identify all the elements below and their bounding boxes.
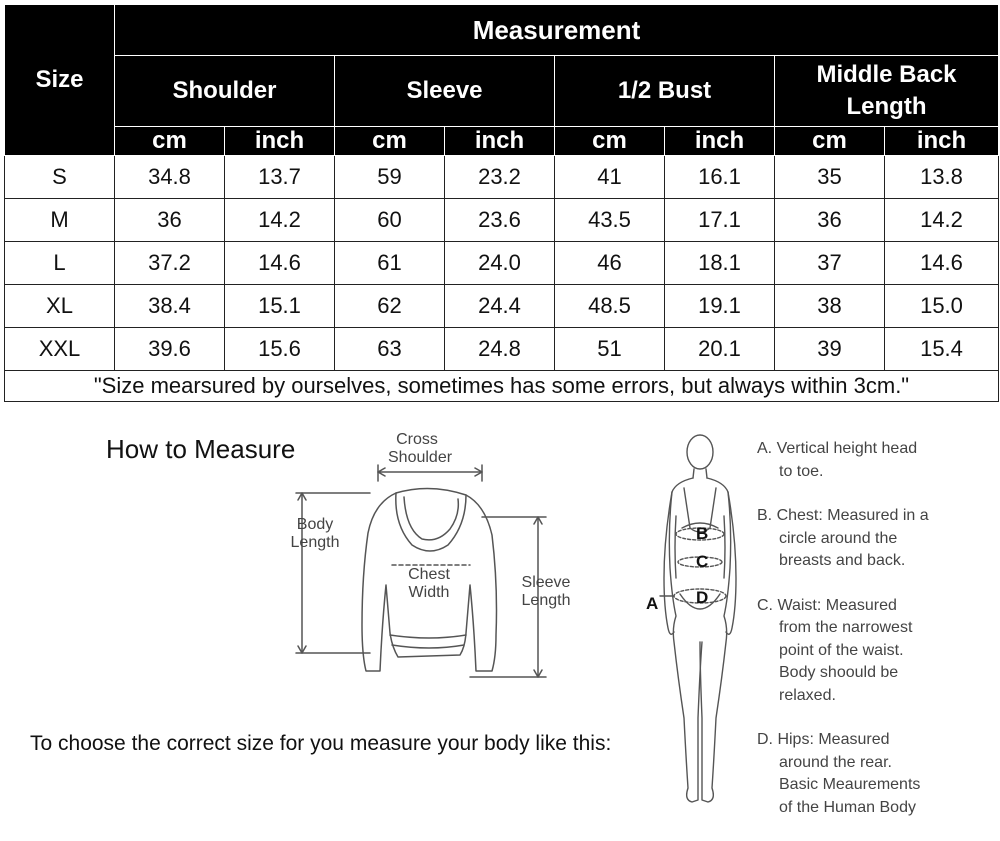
definition-text: circle around the [779, 529, 898, 547]
table-cell: 15.6 [225, 328, 335, 371]
table-cell: 14.6 [885, 242, 999, 285]
table-cell: 60 [335, 199, 445, 242]
body-length-label [284, 516, 346, 552]
definition-item [757, 505, 997, 573]
group-header-label: Middle Back Length [816, 61, 957, 120]
group-header-half-bust: 1/2 Bust [555, 56, 775, 127]
definition-text: D. Hips: Measured [757, 731, 890, 748]
table-cell: 19.1 [665, 285, 775, 328]
table-cell: 39 [775, 328, 885, 371]
definition-text: relaxed. [779, 686, 836, 704]
definition-text: Basic Meaurements [779, 776, 921, 793]
measurement-header: Measurement [115, 5, 999, 56]
table-cell: 16.1 [665, 156, 775, 199]
table-cell: 61 [335, 242, 445, 285]
table-cell: 23.6 [445, 199, 555, 242]
table-cell: 35 [775, 156, 885, 199]
body-figure-diagram [640, 428, 750, 818]
definition-text: around the rear. [779, 753, 892, 771]
instruction-text: To choose the correct size for you measure your body like this: [30, 732, 612, 755]
definition-text: A. Vertical height head [757, 440, 918, 457]
table-cell: 14.6 [225, 242, 335, 285]
definition-text: point of the waist. [779, 641, 904, 659]
label-line: Chest [408, 566, 450, 583]
table-cell: 38.4 [115, 285, 225, 328]
unit-header: inch [665, 127, 775, 156]
unit-header: inch [225, 127, 335, 156]
label-line: Sleeve [521, 574, 571, 591]
label-line: Shoulder [388, 449, 453, 466]
label-line: Body [296, 516, 334, 533]
marker-a: A [646, 594, 659, 613]
table-cell: 17.1 [665, 199, 775, 242]
table-cell: 36 [115, 199, 225, 242]
group-header-sleeve: Sleeve [335, 56, 555, 127]
table-cell: 62 [335, 285, 445, 328]
size-cell: S [5, 156, 115, 199]
table-cell: 38 [775, 285, 885, 328]
marker-c: C [696, 552, 709, 571]
definition-item [757, 438, 997, 483]
label-line: Cross [396, 431, 438, 448]
definition-text: B. Chest: Measured in a [757, 507, 929, 524]
table-cell: 15.1 [225, 285, 335, 328]
table-cell: 59 [335, 156, 445, 199]
table-row [5, 328, 999, 371]
definition-text: to toe. [779, 462, 824, 480]
table-cell: 20.1 [665, 328, 775, 371]
table-cell: 34.8 [115, 156, 225, 199]
unit-header: cm [335, 127, 445, 156]
table-cell: 24.8 [445, 328, 555, 371]
group-header-middle-back-length [775, 56, 999, 127]
table-cell: 24.4 [445, 285, 555, 328]
label-line: Length [290, 534, 340, 551]
definition-text: from the narrowest [779, 619, 913, 636]
marker-d: D [696, 588, 709, 607]
label-line: Length [521, 592, 571, 609]
chest-width-label [398, 566, 460, 602]
unit-header: cm [775, 127, 885, 156]
how-to-measure-title: How to Measure [106, 434, 296, 464]
definition-text: of the Human Body [779, 798, 916, 816]
marker-b: B [696, 524, 709, 543]
table-cell: 18.1 [665, 242, 775, 285]
unit-header: cm [555, 127, 665, 156]
table-cell: 37.2 [115, 242, 225, 285]
definition-item [757, 729, 997, 819]
table-cell: 13.7 [225, 156, 335, 199]
size-cell: XL [5, 285, 115, 328]
size-cell: M [5, 199, 115, 242]
unit-header: inch [445, 127, 555, 156]
table-cell: 63 [335, 328, 445, 371]
disclaimer-note: "Size mearsured by ourselves, sometimes has some errors, but always within 3cm." [5, 371, 999, 402]
table-row [5, 156, 999, 199]
table-cell: 13.8 [885, 156, 999, 199]
unit-header: inch [885, 127, 999, 156]
sleeve-length-label [514, 574, 578, 610]
size-cell: XXL [5, 328, 115, 371]
table-cell: 15.4 [885, 328, 999, 371]
table-row [5, 285, 999, 328]
table-cell: 46 [555, 242, 665, 285]
definition-text: C. Waist: Measured [757, 596, 897, 614]
table-row [5, 242, 999, 285]
table-cell: 24.0 [445, 242, 555, 285]
table-cell: 37 [775, 242, 885, 285]
table-cell: 43.5 [555, 199, 665, 242]
definition-item [757, 595, 997, 708]
size-cell: L [5, 242, 115, 285]
table-cell: 39.6 [115, 328, 225, 371]
cross-shoulder-label [388, 431, 453, 467]
size-chart-table [4, 4, 999, 402]
measurement-definitions [757, 438, 997, 841]
table-cell: 23.2 [445, 156, 555, 199]
definition-text: Body shoould be [779, 664, 899, 681]
table-cell: 14.2 [225, 199, 335, 242]
table-cell: 36 [775, 199, 885, 242]
table-cell: 41 [555, 156, 665, 199]
size-column-header: Size [5, 5, 115, 156]
table-cell: 48.5 [555, 285, 665, 328]
table-row [5, 199, 999, 242]
unit-header: cm [115, 127, 225, 156]
label-line: Width [408, 584, 450, 601]
definition-text: breasts and back. [779, 552, 906, 569]
table-cell: 14.2 [885, 199, 999, 242]
group-header-shoulder: Shoulder [115, 56, 335, 127]
table-cell: 15.0 [885, 285, 999, 328]
table-cell: 51 [555, 328, 665, 371]
